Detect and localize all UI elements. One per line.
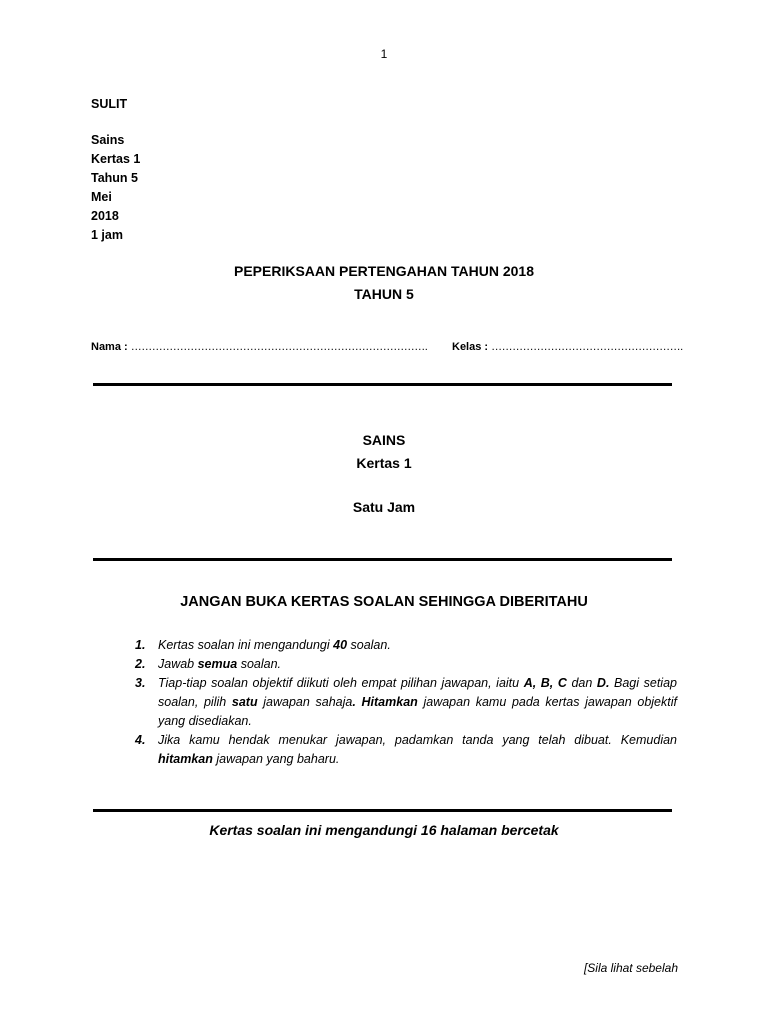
instruction-text: Jawab (158, 657, 198, 671)
instruction-emphasis: . (352, 695, 356, 709)
instruction-text: soalan. (347, 638, 391, 652)
cover-duration: Satu Jam (352, 499, 416, 515)
instruction-text: jawapan kamu pada kertas jawapan objektif yang disediakan. (158, 695, 677, 728)
instruction-number: 2. (135, 657, 146, 671)
instruction-item (131, 636, 677, 655)
cover-subject: SAINS (362, 432, 406, 448)
instruction-number: 1. (135, 638, 146, 652)
exam-year-level: TAHUN 5 (354, 286, 414, 302)
divider-rule (93, 383, 672, 386)
instruction-item (131, 674, 677, 731)
instruction-text: dan (566, 676, 597, 690)
divider-rule (93, 558, 672, 561)
class-dots: ………………………………………………. (491, 341, 683, 353)
instruction-item (131, 655, 677, 674)
class-field (452, 341, 683, 353)
meta-year-level: Tahun 5 (91, 171, 138, 185)
turn-over-note: [Sila lihat sebelah (583, 961, 678, 975)
meta-spacer (91, 114, 140, 131)
instruction-text: Kertas soalan ini mengandungi (158, 638, 334, 652)
instruction-text: jawapan yang baharu. (212, 752, 340, 766)
page-number: 1 (380, 47, 388, 61)
warning-heading: JANGAN BUKA KERTAS SOALAN SEHINGGA DIBERITAHU (180, 594, 588, 610)
instruction-emphasis: satu (231, 695, 258, 709)
instruction-text: Jika kamu hendak menukar jawapan, padamkan tanda yang telah dibuat. Kemudian (158, 733, 677, 747)
instruction-text: Tiap-tiap soalan objektif diikuti oleh empat pilihan jawapan, iaitu (158, 676, 524, 690)
instruction-number: 3. (135, 676, 146, 690)
instruction-text: jawapan sahaja (257, 695, 353, 709)
instruction-emphasis: A, B, C (523, 676, 567, 690)
instruction-emphasis: semua (197, 657, 238, 671)
divider-rule (93, 809, 672, 812)
class-label: Kelas : (452, 341, 492, 353)
page-count-note: Kertas soalan ini mengandungi 16 halaman bercetak (209, 822, 559, 838)
exam-title: PEPERIKSAAN PERTENGAHAN TAHUN 2018 (233, 263, 534, 279)
instruction-text: soalan. (237, 657, 281, 671)
meta-duration: 1 jam (91, 228, 123, 242)
name-label: Nama : (91, 341, 131, 353)
instruction-emphasis: Hitamkan (361, 695, 418, 709)
meta-paper: Kertas 1 (91, 152, 141, 166)
cover-paper: Kertas 1 (356, 455, 412, 471)
instruction-emphasis: 40 (333, 638, 348, 652)
meta-month: Mei (91, 190, 112, 204)
meta-subject: Sains (91, 133, 125, 147)
meta-year: 2018 (91, 209, 119, 223)
instructions-list (131, 636, 677, 769)
instruction-number: 4. (135, 733, 146, 747)
paper-meta-block (91, 95, 140, 245)
instruction-emphasis: hitamkan (158, 752, 213, 766)
instruction-text: Bagi setiap soalan, pilih (158, 676, 677, 709)
name-field (91, 341, 427, 353)
instruction-emphasis: D. (596, 676, 610, 690)
classification-label: SULIT (91, 97, 128, 111)
name-dots: …………………………………………………………………………. (130, 341, 428, 353)
instruction-item (131, 731, 677, 769)
